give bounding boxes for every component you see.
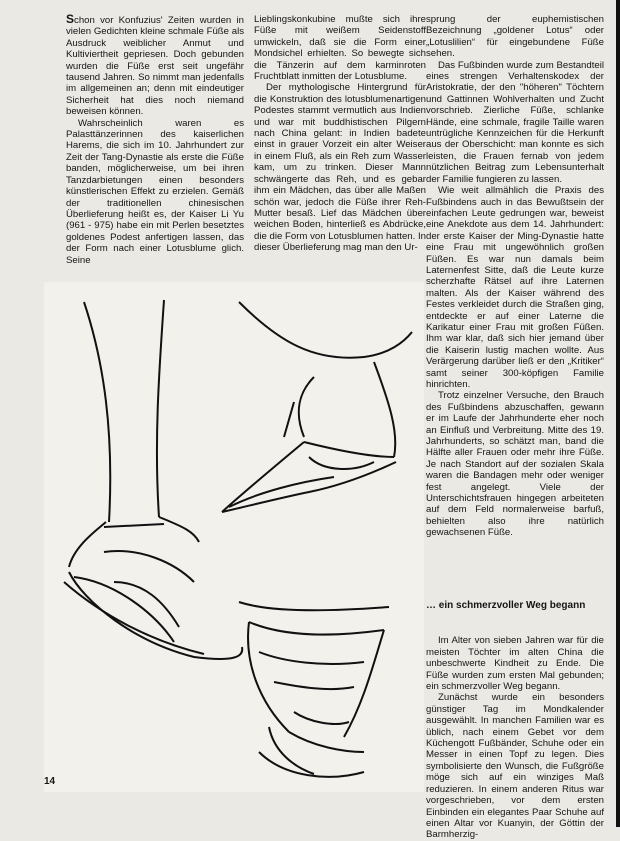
paragraph: Lieblingskonkubine mußte sich ihre Füße mit weißem Seidenstoff umwickeln, daß sie die Form einer Mondsichel erhielten. So bewegte sich die Tänzerin auf dem karminroten Fruchtblatt inmitten der Lotusblume. — [254, 14, 426, 83]
paragraph: Der mythologische Hintergrund für die Konstruktion des lotusblumenartigen Podestes stammt vermutlich aus Indien und war mit buddhistischen Pilgern nach China gelant: in Indien badete einst in grauer Vorzeit ein alter Weiser in einem Fluß, als ein Reh zum Wasser kam, um zu trinken. Dieser Mann schwängerte das Reh, und es gebar ihm ein Mädchen, das über alle Maßen schön war, jedoch die Füße ihrer Reh-Mutter besaß. Lief das Mädchen über weichen Boden, hinterließ es Abdrücke, die die Form von Lotusblumen hatten. In dieser Überlieferung mag man den Ur- — [254, 82, 426, 254]
page-edge — [616, 0, 620, 827]
paragraph: Trotz einzelner Versuche, den Brauch des Fußbindens abzuschaffen, gewann er im Laufe der Jahrhunderte eher noch an Einfluß und Verbreitung. Mitte des 19. Jahrhunderts, so schätzt man, band die Hälfte aller Frauen oder mehr ihre Füße. Je nach Standort auf der sozialen Skala waren die Bandagen mehr oder weniger fest angelegt. Viele der Unterschichtsfrauen hingegen arbeiteten auf dem Feld normalerweise barfuß, behielten also ihre natürlich gewachsenen Füße. — [426, 390, 604, 539]
drop-cap: S — [66, 12, 75, 26]
bound-feet-illustration — [44, 282, 424, 792]
paragraph: Wahrscheinlich waren es Palasttänzerinnen des kaiserlichen Harems, die sich im 10. Jahrhundert zur Zeit der Tang-Dynastie als erste die Füße banden, möglicherweise, um bei ihren Tanzdarbietungen einen besonders künstlerischen Effekt zu erzielen. Gemäß der traditionellen chinesischen Überlieferung heißt es, der Kaiser Li Yu (961 - 975) habe ein mit Perlen besetztes goldenes Podest anfertigen lassen, das der Form nach einer Lotusblume glich. Seine — [66, 117, 244, 266]
paragraph: Zunächst wurde ein besonders günstiger Tag im Mondkalender ausgewählt. In manchen Familien war es üblich, nach einem Gebet vor dem Küchengott Fußbänder, Schuhe oder ein Messer in einen Topf zu legen. Dies symbolisierte den Wunsch, die Fußgröße möge sich auf ein winziges Maß reduzieren. In einem anderen Ritus war vorgeschrieben, vor dem ersten Einbinden ein elegantes Paar Schuhe auf einen Altar vor Kuanyin, der Göttin der Barmherzig- — [426, 692, 604, 841]
bound-feet-drawing — [44, 282, 424, 792]
paragraph: Das Fußbinden wurde zum Bestandteil eines strengen Verhaltenskodex der Aristokratie, der den "höheren" Töchtern und Gattinnen Wohlverhalten und Zucht vorschrieb. Zierliche Füße, schlanke Hände, eine schmale, fragile Taille waren untrügliche Kennzeichen für die Herkunft aus der Oberschicht: man konnte es sich leisten, die Frauen fernab von jedem nützlichen Beitrag zum Lebensunterhalt der Familie fungieren zu lassen. — [426, 59, 604, 185]
text-column-3-continued — [426, 600, 604, 841]
text-column-2 — [254, 14, 426, 254]
paragraph: sprung der euphemistischen Bezeichnung „goldener Lotus“ oder „Lotuslilien“ für eingebundene Füße sehen. — [426, 14, 604, 60]
page-number: 14 — [44, 776, 56, 787]
text-column-1 — [66, 14, 244, 266]
paragraph — [66, 14, 244, 118]
paragraph-text: chon vor Konfuzius' Zeiten wurden in vielen Gedichten kleine schmale Füße als Ausdruck weiblicher Anmut und Kultiviertheit gepriesen. Doch gebunden wurden die Füße erst seit ungefähr tausend Jahren. So nimmt man jedenfalls im allgemeinen an; denn mit eindeutiger Sicherheit hat dies noch niemand beweisen können. — [66, 15, 244, 118]
paragraph: Wie weit allmählich die Praxis des Fußbindens auch in das Bewußtsein der einfachen Leute gedrungen war, beweist eine Anekdote aus dem 14. Jahrhundert: der erste Kaiser der Ming-Dynastie hatte eine Frau mit ungewöhnlich großen Füßen. Es war nun damals beim Laternenfest Sitte, daß die Leute kurze scherzhafte Rätsel auf ihre Laternen malten. Als der Kaiser während des Festes verkleidet durch die Straßen ging, entdeckte er auf einer Laterne die Karikatur einer Frau mit großen Füßen. Ihm war klar, daß sich hier jemand über die Kaiserin lustig machen wollte. Aus Verärgerung darüber ließ er den „Kritiker“ samt seiner 300-köpfigen Familie hinrichten. — [426, 185, 604, 390]
paragraph: Im Alter von sieben Jahren war für die meisten Töchter im alten China die unbeschwerte Kindheit zu Ende. Die Füße wurden zum ersten Mal gebunden; ein schmerzvoller Weg begann. — [426, 635, 604, 693]
section-subheading: … ein schmerzvoller Weg begann — [426, 600, 586, 611]
text-column-3 — [426, 14, 604, 539]
